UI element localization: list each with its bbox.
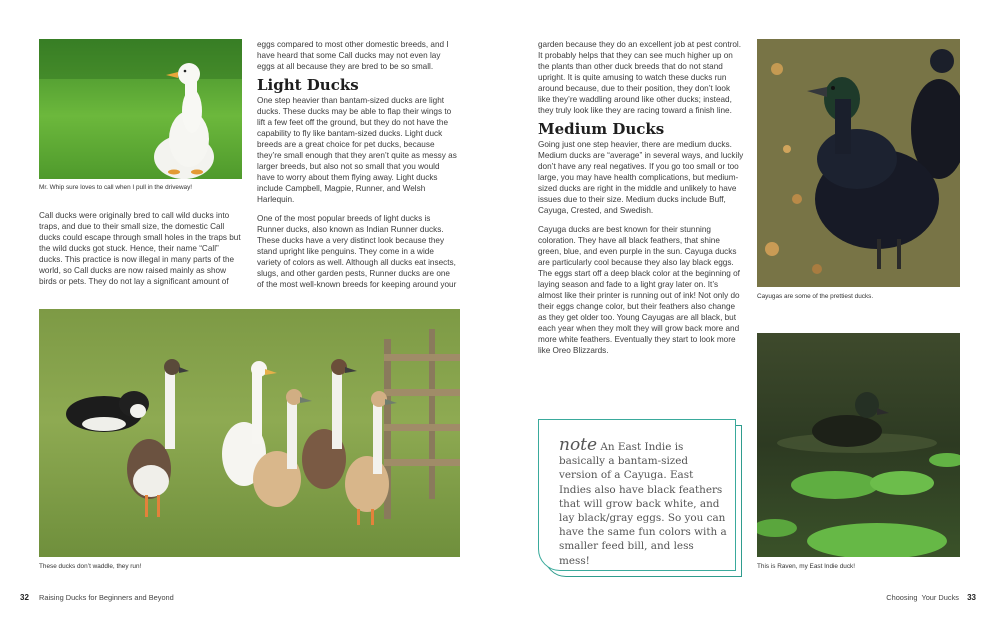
call-ducks-paragraph bbox=[39, 210, 244, 295]
white-call-duck-photo bbox=[39, 39, 242, 179]
east-indie-duck-photo bbox=[757, 333, 960, 557]
paragraph: One of the most popular breeds of light ducks is Runner ducks, also known as Indian Runner ducks. These ducks have a very distinct look because they stand upright like penguins. They come in a wide variety of colors as well. Although all ducks eat insects, slugs, and other garden pests, Runner ducks are one of the most well-known breeds for keeping around your bbox=[257, 214, 457, 289]
photo-caption: Cayugas are some of the prettiest ducks. bbox=[757, 293, 874, 300]
paragraph: One step heavier than bantam-sized ducks are light ducks. These ducks may be able to flap their wings to lift a few feet off the ground, but they do not have the capability to fly like bantam-sized ducks. Light duck breeds are a great choice for pet ducks, because they’re small enough that they aren’t quite as messy as larger breeds, but also not so small that you would have to worry about them flying away. Light ducks include Campbell, Magpie, Runner, and Welsh Harlequin. bbox=[257, 96, 457, 204]
paragraph: eggs compared to most other domestic breeds, and I have heard that some Call ducks may not even lay eggs at all because they are bred to be so small. bbox=[257, 40, 449, 71]
paragraph: Call ducks were originally bred to call wild ducks into traps, and due to their small size, the domestic Call ducks could escape through small holes in the traps but the wild ducks got stuck. Hence, their name “Call” ducks. This practice is now illegal in many parts of the world, so Call ducks are now raised mainly as show birds or pets. They do not lay a significant amount of bbox=[39, 211, 241, 286]
right-page-column-1 bbox=[538, 39, 744, 364]
photo-caption: Mr. Whip sure loves to call when I pull in the driveway! bbox=[39, 184, 193, 191]
note-box bbox=[538, 419, 736, 571]
section-heading-light-ducks: Light Ducks bbox=[257, 76, 359, 94]
book-title: Raising Ducks for Beginners and Beyond bbox=[39, 593, 174, 602]
section-heading-medium-ducks: Medium Ducks bbox=[538, 120, 665, 138]
note-text: An East Indie is basically a bantam-sized version of a Cayuga. East Indies also have black feathers that will grow back white, and lay black/gray eggs. So you can have the same fun colors with a smaller feed bill, and less mess! bbox=[559, 441, 727, 567]
left-page-column-2 bbox=[257, 39, 457, 298]
runner-ducks-photo bbox=[39, 309, 460, 557]
note-content bbox=[559, 435, 727, 568]
paragraph: Going just one step heavier, there are medium ducks. Medium ducks are “average” in several ways, and luckily don’t have any real negatives. If you go too small or too large, you may have health complications, but medium-sized ducks are right in the middle and unlikely to have issues due to their size. Medium ducks include Buff, Cayuga, Crested, and Swedish. bbox=[538, 140, 744, 215]
page-number: 32 bbox=[20, 593, 29, 602]
cayuga-ducks-photo bbox=[757, 39, 960, 287]
left-page-footer bbox=[20, 593, 320, 602]
paragraph: Cayuga ducks are best known for their stunning coloration. They have all black feathers, that shine green, blue, and even purple in the sun. Cayuga ducks are particularly cool because they also lay black eggs. The eggs start off a deep black color at the beginning of laying season and fade to a light gray later on. It’s almost like their printer is running out of ink! Not only do their eggs change color, but their feathers also change as they get older too. Young Cayugas are all black, but each year when they molt they will grow back more and more white feathers. Eventually they start to look more like Oreo Blizzards. bbox=[538, 225, 740, 355]
right-page-footer bbox=[760, 593, 976, 602]
paragraph: garden because they do an excellent job at pest control. It probably helps that they can see much higher up on the plants than other duck breeds that do not stand upright. It is quite amusing to watch these ducks run around because, due to their position, they don’t look like they’re waddling around like other ducks; instead, they truly look like they are racing toward a finish line. bbox=[538, 40, 742, 115]
note-label: note bbox=[559, 435, 598, 455]
photo-caption: These ducks don’t waddle, they run! bbox=[39, 563, 142, 570]
photo-caption: This is Raven, my East Indie duck! bbox=[757, 563, 856, 570]
page-number: 33 bbox=[967, 593, 976, 602]
section-title: Choosing Your Ducks bbox=[886, 593, 959, 602]
